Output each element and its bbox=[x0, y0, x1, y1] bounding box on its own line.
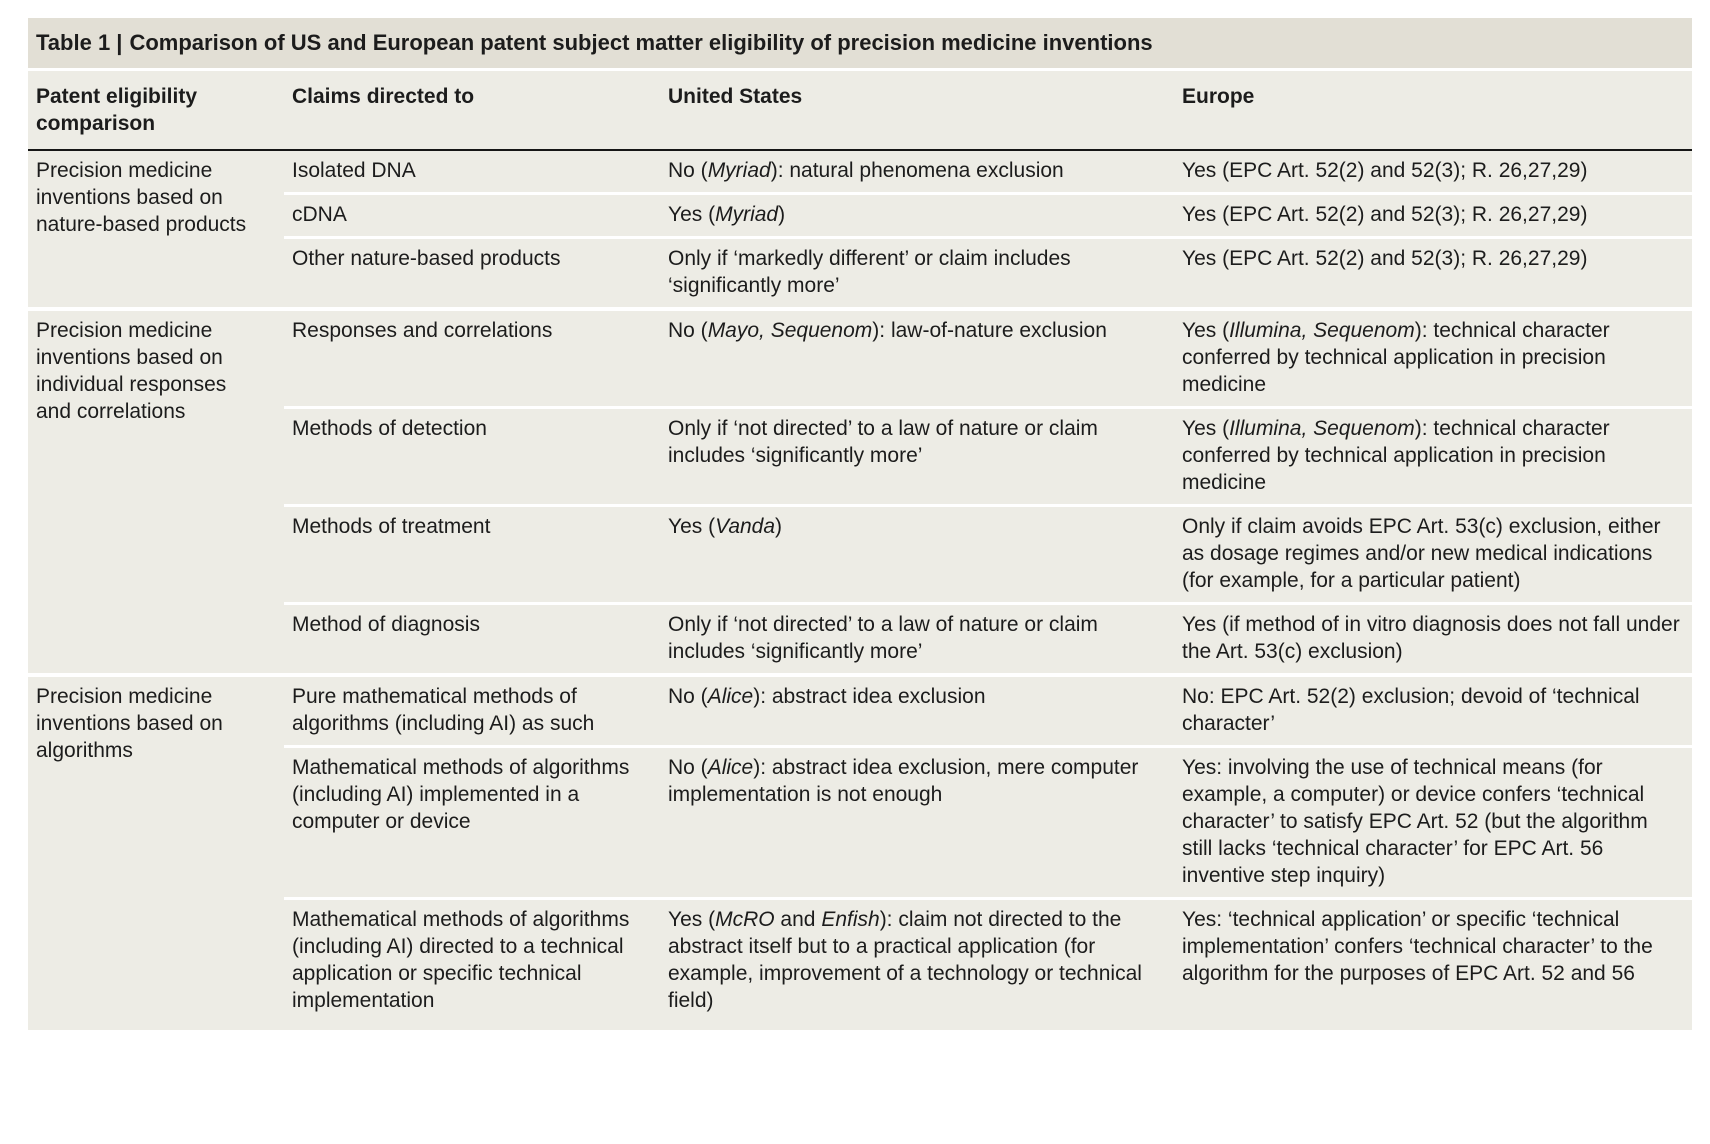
us-cell: Only if ‘not directed’ to a law of nature or claim includes ‘significantly more’ bbox=[660, 604, 1174, 676]
us-cell: No (Myriad): natural phenomena exclusion bbox=[660, 150, 1174, 194]
table-row bbox=[28, 150, 1692, 194]
col-header-patent-eligibility-comparison: Patent eligibility comparison bbox=[28, 71, 284, 150]
us-cell: No (Mayo, Sequenom): law-of-nature exclusion bbox=[660, 309, 1174, 408]
europe-cell: Yes (if method of in vitro diagnosis does not fall under the Art. 53(c) exclusion) bbox=[1174, 604, 1692, 676]
europe-cell: Yes (EPC Art. 52(2) and 52(3); R. 26,27,29) bbox=[1174, 238, 1692, 310]
europe-cell: Yes: involving the use of technical means (for example, a computer) or device confers ‘technical character’ to satisfy EPC Art. 52 (but the algorithm still lacks ‘technical character’ for EPC Art. 56 inventive step inquiry) bbox=[1174, 747, 1692, 899]
comparison-table bbox=[28, 71, 1692, 1030]
group-label-individual-responses: Precision medicine inventions based on individual responses and correlations bbox=[28, 309, 284, 675]
col-header-europe: Europe bbox=[1174, 71, 1692, 150]
europe-cell: Yes (EPC Art. 52(2) and 52(3); R. 26,27,29) bbox=[1174, 194, 1692, 238]
group-label-algorithms: Precision medicine inventions based on algorithms bbox=[28, 675, 284, 1030]
col-header-united-states: United States bbox=[660, 71, 1174, 150]
us-cell: Yes (McRO and Enfish): claim not directed to the abstract itself but to a practical application (for example, improvement of a technology or technical field) bbox=[660, 899, 1174, 1031]
claim-cell: Isolated DNA bbox=[284, 150, 660, 194]
us-cell: Yes (Vanda) bbox=[660, 506, 1174, 604]
patent-eligibility-table bbox=[28, 18, 1692, 1030]
claim-cell: Methods of treatment bbox=[284, 506, 660, 604]
claim-cell: Mathematical methods of algorithms (including AI) implemented in a computer or device bbox=[284, 747, 660, 899]
europe-cell: No: EPC Art. 52(2) exclusion; devoid of ‘technical character’ bbox=[1174, 675, 1692, 747]
us-cell: Yes (Myriad) bbox=[660, 194, 1174, 238]
us-cell: Only if ‘not directed’ to a law of nature or claim includes ‘significantly more’ bbox=[660, 408, 1174, 506]
claim-cell: Other nature-based products bbox=[284, 238, 660, 310]
us-cell: No (Alice): abstract idea exclusion bbox=[660, 675, 1174, 747]
europe-cell: Only if claim avoids EPC Art. 53(c) exclusion, either as dosage regimes and/or new medical indications (for example, for a particular patient) bbox=[1174, 506, 1692, 604]
us-cell: Only if ‘markedly different’ or claim includes ‘significantly more’ bbox=[660, 238, 1174, 310]
table-row bbox=[28, 309, 1692, 408]
europe-cell: Yes (Illumina, Sequenom): technical character conferred by technical application in precision medicine bbox=[1174, 309, 1692, 408]
table-body bbox=[28, 150, 1692, 1030]
claim-cell: cDNA bbox=[284, 194, 660, 238]
table-title-text: Comparison of US and European patent subject matter eligibility of precision medicine inventions bbox=[129, 30, 1153, 55]
claim-cell: Method of diagnosis bbox=[284, 604, 660, 676]
claim-cell: Mathematical methods of algorithms (including AI) directed to a technical application or specific technical implementation bbox=[284, 899, 660, 1031]
europe-cell: Yes (EPC Art. 52(2) and 52(3); R. 26,27,29) bbox=[1174, 150, 1692, 194]
claim-cell: Responses and correlations bbox=[284, 309, 660, 408]
us-cell: No (Alice): abstract idea exclusion, mere computer implementation is not enough bbox=[660, 747, 1174, 899]
claim-cell: Methods of detection bbox=[284, 408, 660, 506]
table-number: Table 1 | bbox=[36, 30, 123, 55]
europe-cell: Yes: ‘technical application’ or specific ‘technical implementation’ confers ‘technical character’ to the algorithm for the purposes of EPC Art. 52 and 56 bbox=[1174, 899, 1692, 1031]
table-header bbox=[28, 71, 1692, 150]
claim-cell: Pure mathematical methods of algorithms (including AI) as such bbox=[284, 675, 660, 747]
col-header-claims-directed-to: Claims directed to bbox=[284, 71, 660, 150]
table-title-bar bbox=[28, 18, 1692, 68]
table-row bbox=[28, 675, 1692, 747]
header-row bbox=[28, 71, 1692, 150]
group-label-nature-based-products: Precision medicine inventions based on nature-based products bbox=[28, 150, 284, 309]
europe-cell: Yes (Illumina, Sequenom): technical character conferred by technical application in precision medicine bbox=[1174, 408, 1692, 506]
